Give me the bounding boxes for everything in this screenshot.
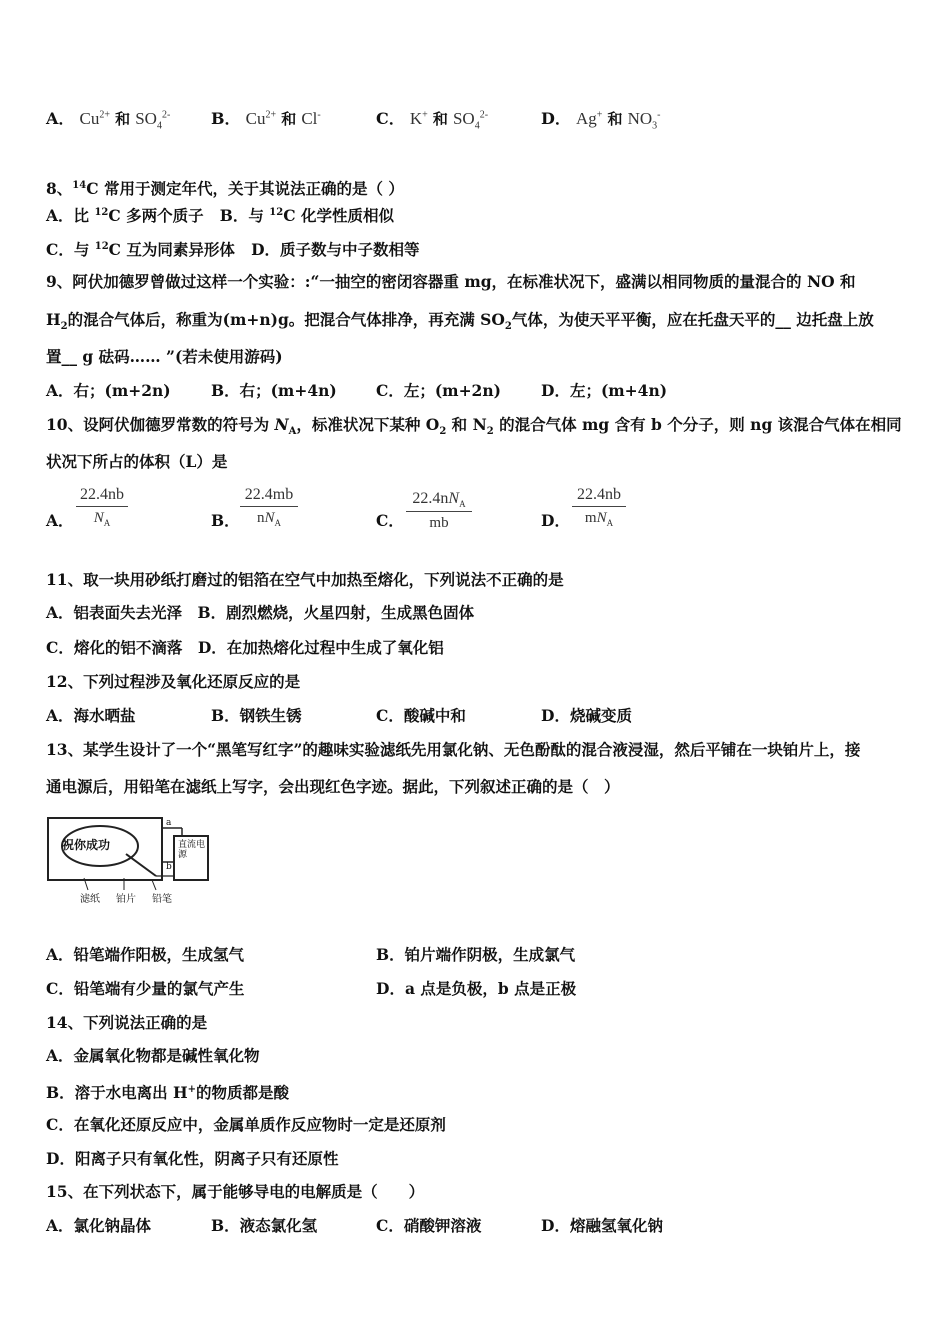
figure-label-filter-paper: 滤纸 (80, 894, 100, 905)
figure-point-b: b (166, 862, 172, 872)
q13-option-a[interactable]: A．铅笔端作阳极，生成氢气 (46, 945, 245, 964)
q10-stem-line2: 状况下所占的体积（L）是 (46, 452, 228, 471)
q13-option-b[interactable]: B．铂片端作阴极，生成氯气 (376, 945, 576, 964)
q9-option-d[interactable]: D．左；(m+4n) (541, 381, 668, 400)
conjunction: 和 (281, 110, 297, 128)
q10-option-b-fraction: 22.4mb $nN_A$ (240, 486, 298, 528)
q10-option-b-letter[interactable]: B． (211, 511, 240, 530)
q10-option-c-letter[interactable]: C． (376, 511, 404, 530)
figure-written-text: 祝你成功 (62, 838, 111, 852)
q10-option-d-fraction: 22.4nb $mN_A$ (572, 486, 626, 528)
q12-option-a[interactable]: A．海水晒盐 (46, 706, 136, 725)
ion: Ag+ (575, 109, 603, 128)
option-letter: B． (211, 109, 241, 128)
figure-label-pencil: 铅笔 (152, 894, 172, 905)
q7-option-c[interactable] (376, 106, 488, 131)
q9-stem-line3: 置__ g 砝码…… ”(若未使用游码) (46, 347, 283, 366)
q15-stem: 15、在下列状态下，属于能够导电的电解质是（ ） (46, 1182, 425, 1201)
q12-option-b[interactable]: B．钢铁生锈 (211, 706, 302, 725)
q14-option-d[interactable]: D．阳离子只有氧化性，阴离子只有还原性 (46, 1149, 339, 1168)
ion: $NO_3^-$ (627, 109, 661, 132)
q14-option-c[interactable]: C．在氧化还原反应中，金属单质作反应物时一定是还原剂 (46, 1115, 446, 1134)
option-letter: D． (541, 109, 571, 128)
q8-option-d[interactable]: D．质子数与中子数相等 (251, 240, 420, 260)
q12-option-d[interactable]: D．烧碱变质 (541, 706, 632, 725)
conjunction: 和 (607, 110, 623, 128)
q9-option-a[interactable]: A．右；(m+2n) (46, 381, 171, 400)
q14-option-b[interactable]: B．溶于水电离出 H+的物质都是酸 (46, 1083, 290, 1103)
q7-option-d[interactable] (541, 106, 661, 131)
ion: $SO_4^{2-}$ (452, 109, 489, 132)
q9-stem-line2: $H_2$的混合气体后，称重为(m+n)g。把混合气体排净，再充满 $SO_2$气体，为使天平平衡，应在托盘天平的__ 边托盘上放 (46, 310, 874, 333)
q12-stem: 12、下列过程涉及氧化还原反应的是 (46, 672, 301, 691)
q10-option-d-letter[interactable]: D． (541, 511, 570, 530)
ion: $Cu^{2+}$ (245, 109, 277, 128)
ion: $Cu^{2+}$ (79, 109, 110, 128)
option-letter: C． (376, 109, 405, 128)
q10-option-c-fraction: $22.4nN_A$ mb (406, 490, 472, 532)
q8-stem: 8、$^{14}$C 常用于测定年代，关于其说法正确的是（ ） (46, 179, 404, 199)
q13-stem-line1: 13、某学生设计了一个“黑笔写红字”的趣味实验滤纸先用氯化钠、无色酚酞的混合液浸湿，然后平铺在一块铂片上，接 (46, 740, 861, 759)
q15-option-a[interactable]: A．氯化钠晶体 (46, 1216, 152, 1235)
q10-stem-line1: 10、设阿伏伽德罗常数的符号为 $N_A$，标准状况下某种 $O_2$ 和 $N_2$ 的混合气体 mg 含有 b 个分子，则 ng 该混合气体在相同 (46, 415, 902, 438)
figure-label-platinum: 铂片 (116, 894, 136, 905)
q8-options-line1 (46, 203, 394, 226)
q11-stem: 11、取一块用砂纸打磨过的铝箔在空气中加热至熔化，下列说法不正确的是 (46, 570, 564, 589)
q15-option-c[interactable]: C．硝酸钾溶液 (376, 1216, 482, 1235)
q9-option-b[interactable]: B．右；(m+4n) (211, 381, 337, 400)
ion: $SO_4^{2-}$ (135, 109, 171, 132)
option-letter: A． (46, 109, 75, 128)
figure-point-a: a (166, 818, 172, 828)
q13-option-d[interactable]: D．a 点是负极，b 点是正极 (376, 979, 577, 998)
q9-stem-line1: 9、阿伏加德罗曾做过这样一个实验：:“一抽空的密闭容器重 mg，在标准状况下，盛满以相同物质的量混合的 NO 和 (46, 272, 856, 291)
q10-option-a-fraction: 22.4nb $N_A$ (76, 486, 128, 528)
q11-options-line2[interactable]: C．熔化的铝不滴落 D．在加热熔化过程中生成了氧化铝 (46, 638, 444, 657)
q13-electrolysis-figure (44, 814, 212, 904)
q8-option-c[interactable]: C．与 $^{12}$C 互为同素异形体 (46, 240, 235, 260)
conjunction: 和 (432, 110, 448, 128)
conjunction: 和 (115, 110, 131, 128)
q10-option-a-letter[interactable]: A． (46, 511, 74, 530)
q13-stem-line2: 通电源后，用铅笔在滤纸上写字，会出现红色字迹。据此，下列叙述正确的是（ ） (46, 777, 620, 796)
q13-option-c[interactable]: C．铅笔端有少量的氯气产生 (46, 979, 245, 998)
q11-options-line1[interactable]: A．铝表面失去光泽 B．剧烈燃烧，火星四射，生成黑色固体 (46, 603, 475, 622)
q14-stem: 14、下列说法正确的是 (46, 1013, 208, 1032)
q14-option-a[interactable]: A．金属氧化物都是碱性氧化物 (46, 1046, 260, 1065)
q8-option-b[interactable]: B．与 $^{12}$C 化学性质相似 (219, 206, 394, 226)
q8-option-a[interactable]: A．比 $^{12}$C 多两个质子 (46, 206, 204, 226)
ion: K+ (409, 109, 428, 128)
q7-option-b[interactable] (211, 106, 321, 129)
figure-power-label: 直流电源 (178, 840, 206, 860)
ion: Cl- (301, 109, 321, 128)
q15-option-d[interactable]: D．熔融氢氧化钠 (541, 1216, 663, 1235)
q15-option-b[interactable]: B．液态氯化氢 (211, 1216, 318, 1235)
q8-options-line2 (46, 237, 420, 260)
q7-option-a[interactable] (46, 106, 170, 131)
q12-option-c[interactable]: C．酸碱中和 (376, 706, 466, 725)
q9-option-c[interactable]: C．左；(m+2n) (376, 381, 501, 400)
